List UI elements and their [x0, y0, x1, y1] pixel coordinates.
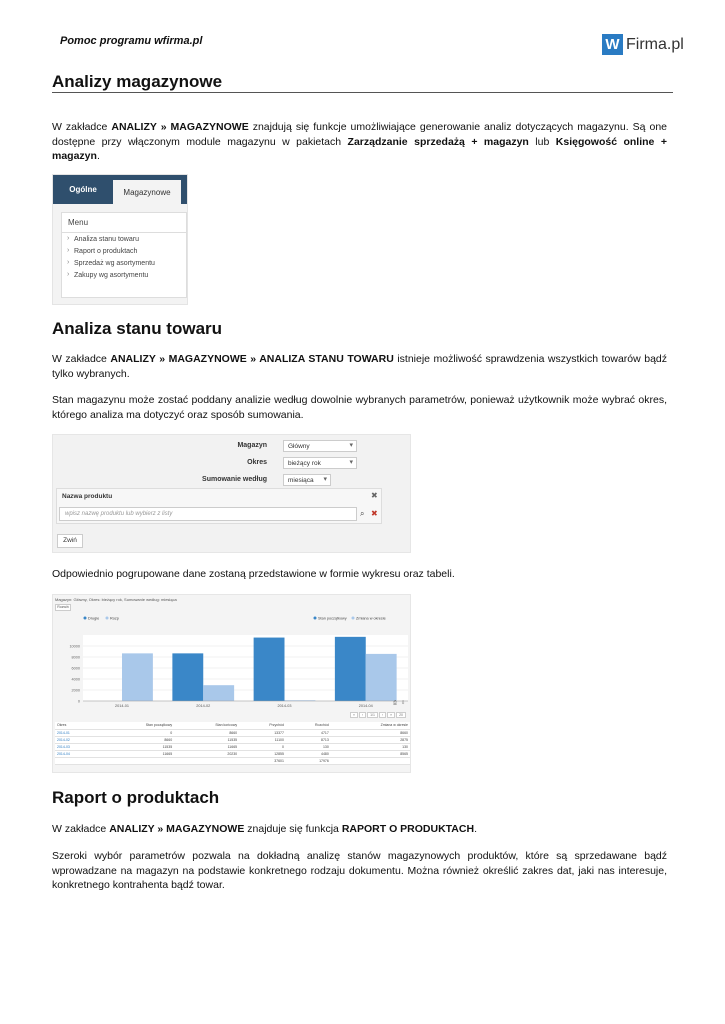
table-cell: 8660	[174, 729, 239, 736]
warehouse-chart	[53, 613, 412, 713]
menu-header: Menu	[62, 213, 186, 233]
x-tick-label: 2014-02	[196, 704, 211, 708]
table-header[interactable]: Stan początkowy	[97, 722, 174, 729]
export-icon[interactable]: ⇩	[401, 700, 406, 706]
table-cell: 2014-02	[55, 736, 97, 743]
document-header: Pomoc programu wfirma.pl	[60, 35, 203, 47]
table-row	[55, 736, 410, 743]
table-cell: 20230	[174, 750, 239, 757]
table-cell: 11535	[97, 743, 174, 750]
product-search-input[interactable]: wpisz nazwę produktu lub wybierz z listy	[59, 507, 357, 521]
legend-marker	[352, 617, 355, 620]
pager-prev[interactable]: ‹	[359, 712, 366, 718]
legend-marker	[84, 617, 87, 620]
table-cell: 4480	[286, 750, 331, 757]
menu-item[interactable]: › Sprzedaż wg asortymentu	[62, 257, 186, 269]
table-cell: 11665	[174, 743, 239, 750]
y-tick-label: 2000	[71, 688, 80, 693]
paragraph-analiza-3: Odpowiednio pogrupowane dane zostaną przedstawione w formie wykresu oraz tabeli.	[52, 568, 455, 580]
table-cell: 8660	[97, 736, 174, 743]
legend-item: Stan początkowy	[318, 616, 347, 621]
total-cell	[331, 757, 410, 764]
bar	[366, 654, 397, 701]
table-totals-row	[55, 757, 410, 764]
legend-item: Zmiana w okresie	[356, 616, 386, 621]
close-icon[interactable]: ✖	[371, 491, 378, 500]
bar	[172, 653, 203, 701]
table-header[interactable]: Przychód	[239, 722, 286, 729]
print-icon[interactable]: ⎙	[393, 700, 398, 706]
screenshot-filter-form	[52, 434, 411, 553]
table-cell: 130	[331, 743, 410, 750]
y-tick-label: 8000	[71, 655, 80, 660]
table-cell: 11665	[97, 750, 174, 757]
search-icon[interactable]: ⌕	[360, 509, 365, 518]
table-header[interactable]: Rozchód	[286, 722, 331, 729]
table-row	[55, 750, 410, 757]
intro-paragraph: W zakładce ANALIZY » MAGAZYNOWE znajdują się funkcje umożliwiające generowanie analiz dotyczących magazynu. Są one dostępne przy włączonym module magazynu w pakietach Zarządzanie sprzedażą + magazyn lub Księgowość online + magazyn.	[52, 121, 667, 162]
bar	[254, 638, 285, 701]
bar	[335, 637, 366, 701]
table-cell: 2875	[331, 736, 410, 743]
table-cell: 2014-03	[55, 743, 97, 750]
bar	[122, 653, 153, 701]
warehouse-table	[55, 722, 410, 765]
sumowanie-label: Sumowanie według	[202, 476, 267, 483]
table-cell: 12855	[239, 750, 286, 757]
screenshot-menu	[52, 174, 188, 305]
bar	[203, 685, 234, 701]
pager-first[interactable]: «	[350, 712, 358, 718]
sumowanie-select[interactable]: miesiąca ▾	[283, 474, 331, 486]
table-cell: 8565	[331, 750, 410, 757]
table-header[interactable]: Zmiana w okresie	[331, 722, 410, 729]
title-rule	[52, 92, 673, 93]
paragraph-analiza-2: Stan magazynu może zostać poddany analizie według dowolnie wybranych parametrów, ponieważ użytkownik może wybrać okres, którego analiza ma dotyczyć oraz sposób sumowania.	[52, 394, 667, 421]
menu-item[interactable]: › Zakupy wg asortymentu	[62, 269, 186, 281]
pager-next[interactable]: ›	[379, 712, 386, 718]
side-menu	[61, 212, 187, 298]
pager-last[interactable]: »	[387, 712, 395, 718]
table-cell: 0	[239, 743, 286, 750]
screenshot-chart-table	[52, 594, 411, 773]
tab-ogolne[interactable]: Ogólne	[69, 185, 97, 194]
section-title-analizy: Analizy magazynowe	[52, 72, 223, 91]
tab-magazynowe[interactable]: Magazynowe	[113, 180, 181, 204]
product-filter-box	[56, 488, 382, 524]
table-cell: 11535	[174, 736, 239, 743]
wfirma-logo	[602, 34, 684, 55]
paragraph-raport-1: W zakładce ANALIZY » MAGAZYNOWE znajduje się funkcja RAPORT O PRODUKTACH.	[52, 823, 477, 835]
total-cell	[174, 757, 239, 764]
logo-mark: W	[602, 34, 623, 55]
menu-item[interactable]: › Analiza stanu towaru	[62, 233, 186, 245]
legend-marker	[106, 617, 109, 620]
y-tick-label: 6000	[71, 666, 80, 671]
table-header[interactable]: Okres	[55, 722, 97, 729]
section-title-raport: Raport o produktach	[52, 788, 220, 807]
section-title-analiza-stanu: Analiza stanu towaru	[52, 319, 223, 338]
logo-text: Firma.pl	[626, 35, 684, 53]
table-cell: 8713	[286, 736, 331, 743]
y-tick-label: 10000	[69, 644, 80, 649]
x-tick-label: 2014-01	[115, 704, 129, 708]
table-cell: 13377	[239, 729, 286, 736]
legend-item: Rozp	[110, 616, 119, 621]
table-cell: 11100	[239, 736, 286, 743]
total-cell	[55, 757, 97, 764]
menu-item[interactable]: › Raport o produktach	[62, 245, 186, 257]
paragraph-analiza-1: W zakładce ANALIZY » MAGAZYNOWE » ANALIZA STANU TOWARU istnieje możliwość sprawdzenia wszystkich towarów bądź tylko wybranych.	[52, 353, 667, 380]
magazyn-select[interactable]: Główny ▾	[283, 440, 357, 452]
product-header: Nazwa produktu	[62, 493, 113, 500]
y-tick-label: 4000	[71, 677, 80, 682]
table-row	[55, 729, 410, 736]
pager-size[interactable]: 20	[396, 712, 406, 718]
magazyn-label: Magazyn	[237, 442, 267, 449]
y-tick-label: 0	[77, 699, 80, 704]
table-cell: 4717	[286, 729, 331, 736]
table-header[interactable]: Stan końcowy	[174, 722, 239, 729]
table-cell: 0	[97, 729, 174, 736]
okres-label: Okres	[247, 459, 267, 466]
chart-caption: Magazyn: Główny, Okres: bieżący rok, Sumowanie według: miesiąca	[55, 597, 177, 602]
close-icon[interactable]: ✖	[371, 509, 378, 518]
total-cell: 17976	[286, 757, 331, 764]
x-tick-label: 2014-03	[277, 704, 292, 708]
total-cell	[97, 757, 174, 764]
paragraph-raport-2: Szeroki wybór parametrów pozwala na dokładną analizę stanów magazynowych produktów, które są sprzedawane bądź wprowadzane na magazyn na podstawie konkretnego rodzaju dokumentu. Można również określić zakres dat, jaki nas interesuje, konkretnego kontrahenta bądź towar.	[52, 850, 667, 891]
table-row	[55, 743, 410, 750]
table-cell: 2014-01	[55, 729, 97, 736]
x-tick-label: 2014-04	[358, 704, 373, 708]
pagination	[350, 712, 406, 718]
legend-item: Drugie	[88, 616, 100, 621]
okres-select[interactable]: bieżący rok ▾	[283, 457, 357, 469]
expand-button[interactable]: Rozwiń	[55, 604, 71, 611]
table-cell: 130	[286, 743, 331, 750]
table-cell: 2014-04	[55, 750, 97, 757]
table-cell: 8660	[331, 729, 410, 736]
legend-marker	[314, 617, 317, 620]
pager-page: 1/1	[367, 712, 378, 718]
collapse-button[interactable]: Zwiń	[57, 534, 83, 548]
total-cell: 37601	[239, 757, 286, 764]
